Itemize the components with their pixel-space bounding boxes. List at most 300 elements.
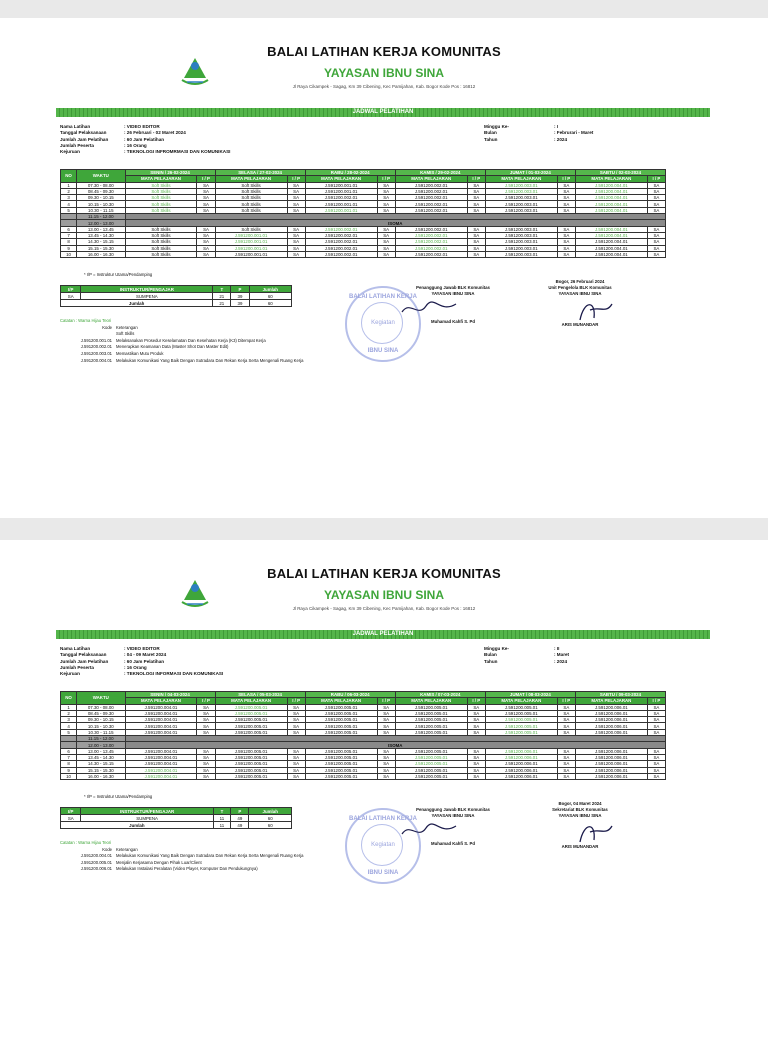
table-row: 2 08.45 - 09.30 J.591200.004.01 SA J.591200.005.01 SA J.591200.005.01 SA J.591200.005.01 SA J.591200.005.01 SA J.591200.006.01 SA [61, 710, 666, 716]
info-row: Kejuruan : TEKNOLOGI INFROMRMASI DAN KOMUNIKASI [60, 149, 231, 155]
ip-cell: SA [197, 245, 215, 251]
ip-cell: SA [647, 251, 665, 257]
subject-cell: J.591200.001.01 [215, 245, 287, 251]
subject-cell: J.591200.004.01 [575, 251, 647, 257]
table-row: 4 10.15 - 10.30 Soft Skills SA Soft Skills SA J.591200.001.01 SA J.591200.002.01 SA J.591200.003.01 SA J.591200.004.01 SA [61, 201, 666, 207]
subject-cell: Soft Skills [215, 195, 287, 201]
signature-left: Penanggung Jawab BLK Komunitas YAYASAN IBNU SINA Muhamad Kahfi S. Pd [416, 285, 490, 324]
subject-cell: J.591200.005.01 [395, 704, 467, 710]
subject-col-header: MATA PELAJARAN [215, 698, 287, 704]
address: Jl Raya Cikampek - Sagag, Km 39 Cibening, Kec Pamijahan, Kab. Bogor Kode Pos : 16812 [292, 606, 476, 611]
ip-cell: SA [197, 773, 215, 779]
info-row: Jumlah Jam Pelatihan : 60 Jam Pelatihan [60, 658, 165, 664]
subject-col-header: MATA PELAJARAN [575, 176, 647, 182]
table-row: 9 15.15 - 15.30 Soft Skills SA J.591200.001.01 SA J.591200.002.01 SA J.591200.002.01 SA J.591200.003.01 SA J.591200.004.01 SA [61, 245, 666, 251]
table-row: 7 13.45 - 14.30 Soft Skills SA J.591200.001.01 SA J.591200.002.01 SA J.591200.002.01 SA J.591200.003.01 SA J.591200.004.01 SA [61, 232, 666, 238]
ip-cell: SA [647, 710, 665, 716]
subject-cell: J.591200.005.01 [395, 723, 467, 729]
table-row: 10 16.00 - 16.30 Soft Skills SA J.591200.001.01 SA J.591200.002.01 SA J.591200.002.01 SA J.591200.003.01 SA J.591200.004.01 SA [61, 251, 666, 257]
ip-col-header: I / P [377, 176, 395, 182]
subject-cell: J.591200.002.01 [395, 232, 467, 238]
ip-cell: SA [197, 182, 215, 188]
subject-cell: J.591200.005.01 [395, 761, 467, 767]
ip-col-header: I / P [197, 176, 215, 182]
subject-cell: J.591200.005.01 [305, 723, 377, 729]
ip-cell: SA [197, 754, 215, 760]
ip-cell: SA [647, 232, 665, 238]
instructor-total-row: Jumlah 21 39 60 [61, 300, 292, 307]
subject-cell: J.591200.006.01 [485, 773, 557, 779]
ip-cell: SA [557, 748, 575, 754]
signature-right: Bogor, 04 Maret 2024 Sekretariat BLK Komunitas YAYASAN IBNU SINA ARIS MUNANDAR [552, 801, 608, 850]
info-row: Jumlah Peserta : 16 Orang [60, 142, 147, 148]
ip-cell: SA [377, 717, 395, 723]
subject-cell: J.591200.001.01 [305, 182, 377, 188]
ip-cell: SA [197, 704, 215, 710]
instructor-total-row: Jumlah 11 49 60 [61, 822, 292, 829]
ip-cell: SA [647, 201, 665, 207]
table-row: 1 07.30 - 08.00 J.591200.004.01 SA J.591200.005.01 SA J.591200.005.01 SA J.591200.005.01 SA J.591200.005.01 SA J.591200.006.01 SA [61, 704, 666, 710]
info-row: Bulan : Maret [484, 652, 570, 658]
subject-col-header: MATA PELAJARAN [125, 176, 197, 182]
ip-cell: SA [377, 182, 395, 188]
subject-cell: Soft Skills [125, 182, 197, 188]
subject-cell: J.591200.004.01 [575, 226, 647, 232]
ip-col-header: I / P [557, 176, 575, 182]
col-no-header: NO [61, 692, 77, 705]
subject-cell: J.591200.006.01 [575, 773, 647, 779]
subject-cell: Soft Skills [215, 182, 287, 188]
ip-cell: SA [377, 239, 395, 245]
instructor-col-header: T [213, 808, 230, 815]
subject-cell: J.591200.005.01 [395, 773, 467, 779]
instructor-col-header: I/P [61, 808, 81, 815]
instructor-table [60, 285, 292, 307]
ip-cell: SA [377, 188, 395, 194]
ip-cell: SA [287, 182, 305, 188]
subject-cell: J.591200.006.01 [485, 767, 557, 773]
ip-cell: SA [647, 723, 665, 729]
subject-cell: J.591200.005.01 [215, 717, 287, 723]
subject-cell: J.591200.002.01 [305, 251, 377, 257]
subject-cell: J.591200.003.01 [485, 201, 557, 207]
subject-cell: Soft Skills [215, 226, 287, 232]
subject-cell: Soft Skills [215, 188, 287, 194]
address: Jl Raya Cikampek - Sagag, Km 39 Cibening, Kec Pamijahan, Kab. Bogor Kode Pos : 16812 [292, 84, 476, 89]
subject-cell: J.591200.002.01 [395, 226, 467, 232]
subject-cell: J.591200.006.01 [485, 761, 557, 767]
schedule-banner: JADWAL PELATIHAN [56, 630, 710, 639]
ip-cell: SA [287, 717, 305, 723]
ip-cell: SA [377, 207, 395, 213]
ip-cell: SA [557, 188, 575, 194]
subject-cell: Soft Skills [125, 188, 197, 194]
ip-cell: SA [287, 239, 305, 245]
ip-cell: SA [287, 729, 305, 735]
foundation-name: YAYASAN IBNU SINA [323, 66, 445, 80]
handwritten-signature [576, 818, 616, 848]
subject-cell: J.591200.005.01 [395, 717, 467, 723]
ip-cell: SA [647, 767, 665, 773]
legend-row: J.591200.001.01 Melaksanakan Prosedur Keselamatan Dan Kesehatan Kerja (K3) Ditempat Kerja [80, 337, 266, 343]
legend-row: J.591200.003.01 Memastikan Mutu Produk [80, 350, 164, 356]
ip-cell: SA [377, 710, 395, 716]
ip-cell: SA [647, 226, 665, 232]
handwritten-signature [400, 820, 460, 842]
ip-cell: SA [647, 748, 665, 754]
subject-cell: J.591200.005.01 [395, 729, 467, 735]
info-row: Minggu Ke- : I [484, 124, 559, 129]
ip-cell: SA [377, 232, 395, 238]
subject-cell: J.591200.005.01 [215, 761, 287, 767]
col-time-header: WAKTU [77, 692, 125, 705]
ip-cell: SA [287, 251, 305, 257]
subject-cell: J.591200.004.01 [125, 748, 197, 754]
subject-cell: J.591200.005.01 [305, 754, 377, 760]
day-header: JUMAT / 08-03-2024 [485, 692, 575, 698]
ip-cell: SA [287, 761, 305, 767]
info-row: Minggu Ke- : II [484, 646, 560, 651]
subject-cell: J.591200.002.01 [395, 245, 467, 251]
info-row: Tahun : 2024 [484, 658, 568, 664]
table-row: 4 10.15 - 10.30 J.591200.004.01 SA J.591200.005.01 SA J.591200.005.01 SA J.591200.005.01 SA J.591200.005.01 SA J.591200.006.01 SA [61, 723, 666, 729]
ip-cell: SA [377, 704, 395, 710]
ip-col-header: I / P [647, 176, 665, 182]
table-row: 8 14.30 - 15.15 Soft Skills SA J.591200.001.01 SA J.591200.002.01 SA J.591200.002.01 SA J.591200.003.01 SA J.591200.004.01 SA [61, 239, 666, 245]
subject-cell: J.591200.001.01 [215, 251, 287, 257]
ip-cell: SA [287, 754, 305, 760]
training-info [60, 124, 230, 155]
subject-cell: J.591200.006.01 [485, 754, 557, 760]
subject-cell: J.591200.006.01 [575, 729, 647, 735]
ip-cell: SA [197, 188, 215, 194]
ip-cell: SA [647, 245, 665, 251]
ip-cell: SA [467, 748, 485, 754]
ip-cell: SA [377, 761, 395, 767]
subject-cell: J.591200.004.01 [125, 773, 197, 779]
ip-cell: SA [557, 717, 575, 723]
subject-cell: J.591200.003.01 [485, 188, 557, 194]
subject-cell: J.591200.005.01 [305, 748, 377, 754]
subject-cell: J.591200.002.01 [305, 226, 377, 232]
table-row: 10 16.00 - 16.30 J.591200.004.01 SA J.591200.005.01 SA J.591200.005.01 SA J.591200.005.01 SA J.591200.006.01 SA J.591200.006.01 SA [61, 773, 666, 779]
subject-cell: Soft Skills [125, 226, 197, 232]
subject-cell: J.591200.003.01 [485, 226, 557, 232]
ip-cell: SA [647, 773, 665, 779]
ip-cell: SA [647, 704, 665, 710]
info-row: Jumlah Jam Pelatihan : 60 Jam Pelatihan [60, 136, 165, 142]
subject-cell: Soft Skills [215, 201, 287, 207]
ip-cell: SA [197, 195, 215, 201]
subject-cell: J.591200.001.01 [305, 188, 377, 194]
subject-cell: J.591200.005.01 [215, 748, 287, 754]
subject-cell: J.591200.005.01 [305, 729, 377, 735]
stamp-seal: BALAI LATIHAN KERJA Kegiatan IBNU SINA [345, 286, 421, 362]
subject-cell: J.591200.003.01 [485, 232, 557, 238]
ip-cell: SA [197, 729, 215, 735]
ip-cell: SA [287, 767, 305, 773]
ip-cell: SA [377, 754, 395, 760]
day-header: JUMAT / 01-03-2024 [485, 170, 575, 176]
legend-notes: Catatan : Warna Hijau Teori Kode Keterangan J.591200.004.01 Melakukan Komunikasi Yang Baik Dengan Sutradara Dan Rekan Kerja Serta Mengenali Ruang Kerja J.591200.005.01 Menjalin Kerjasama Dengan Pihak Luar/Client J.591200.006.01 Melakukan Instalasi Peralatan (Video Player, Komputer Dan Pendukungnya) [60, 840, 304, 872]
legend-row: J.591200.005.01 Menjalin Kerjasama Dengan Pihak Luar/Client [80, 859, 202, 865]
day-header: RABU / 06-03-2024 [305, 692, 395, 698]
break-row: 11.15 - 12.00 [61, 736, 666, 742]
table-row: 7 13.45 - 14.30 J.591200.004.01 SA J.591200.005.01 SA J.591200.005.01 SA J.591200.005.01 SA J.591200.006.01 SA J.591200.006.01 SA [61, 754, 666, 760]
subject-cell: J.591200.003.01 [485, 195, 557, 201]
ip-col-header: I / P [287, 176, 305, 182]
ip-cell: SA [197, 761, 215, 767]
subject-cell: J.591200.004.01 [125, 723, 197, 729]
subject-col-header: MATA PELAJARAN [395, 698, 467, 704]
ip-cell: SA [467, 182, 485, 188]
table-row: 6 13.00 - 13.45 J.591200.004.01 SA J.591200.005.01 SA J.591200.005.01 SA J.591200.005.01 SA J.591200.006.01 SA J.591200.006.01 SA [61, 748, 666, 754]
subject-cell: J.591200.004.01 [575, 182, 647, 188]
ip-cell: SA [197, 710, 215, 716]
legend-row: J.591200.006.01 Melakukan Instalasi Peralatan (Video Player, Komputer Dan Pendukungnya) [80, 866, 258, 872]
ip-cell: SA [647, 182, 665, 188]
ip-cell: SA [467, 754, 485, 760]
ip-cell: SA [467, 188, 485, 194]
subject-cell: J.591200.004.01 [575, 239, 647, 245]
subject-cell: J.591200.002.01 [395, 182, 467, 188]
day-header: SABTU / 09-03-2024 [575, 692, 665, 698]
subject-cell: Soft Skills [125, 232, 197, 238]
subject-cell: J.591200.005.01 [215, 754, 287, 760]
subject-cell: J.591200.004.01 [125, 761, 197, 767]
subject-cell: J.591200.006.01 [575, 767, 647, 773]
ip-col-header: I / P [557, 698, 575, 704]
subject-cell: J.591200.005.01 [395, 748, 467, 754]
ip-col-header: I / P [197, 698, 215, 704]
ip-cell: SA [647, 729, 665, 735]
ip-cell: SA [557, 767, 575, 773]
period-info [484, 124, 593, 143]
table-row: 5 10.30 - 11.15 Soft Skills SA Soft Skills SA J.591200.001.01 SA J.591200.002.01 SA J.591200.003.01 SA J.591200.004.01 SA [61, 207, 666, 213]
subject-cell: J.591200.006.01 [575, 717, 647, 723]
ip-cell: SA [197, 717, 215, 723]
ip-cell: SA [557, 201, 575, 207]
ip-cell: SA [647, 761, 665, 767]
ip-col-header: I / P [647, 698, 665, 704]
legend-row: Soft Skills [116, 331, 135, 337]
ip-cell: SA [197, 232, 215, 238]
ip-col-header: I / P [377, 698, 395, 704]
subject-cell: J.591200.005.01 [215, 723, 287, 729]
instructor-col-header: INSTRUKTUR/PENGAJAR [81, 286, 213, 293]
ip-cell: SA [467, 245, 485, 251]
instructor-col-header: T [213, 286, 231, 293]
subject-cell: J.591200.002.01 [395, 207, 467, 213]
subject-cell: J.591200.002.01 [395, 251, 467, 257]
day-header: RABU / 28-02-2024 [305, 170, 395, 176]
handwritten-signature [400, 298, 460, 320]
subject-cell: J.591200.006.01 [575, 704, 647, 710]
ip-cell: SA [377, 245, 395, 251]
schedule-page-1 [0, 18, 768, 518]
subject-cell: J.591200.005.01 [395, 767, 467, 773]
day-header: SENIN / 04-03-2024 [125, 692, 215, 698]
ip-cell: SA [647, 239, 665, 245]
ip-cell: SA [287, 245, 305, 251]
ip-cell: SA [287, 710, 305, 716]
ip-cell: SA [467, 239, 485, 245]
subject-cell: J.591200.005.01 [305, 773, 377, 779]
ip-cell: SA [287, 226, 305, 232]
info-row: Nama Latihan : VIDEO EDITOR [60, 124, 160, 129]
ip-cell: SA [467, 723, 485, 729]
day-header: SABTU / 02-03-2024 [575, 170, 665, 176]
table-row: 9 15.15 - 15.30 J.591200.004.01 SA J.591200.005.01 SA J.591200.005.01 SA J.591200.005.01 SA J.591200.006.01 SA J.591200.006.01 SA [61, 767, 666, 773]
subject-cell: J.591200.002.01 [305, 195, 377, 201]
subject-cell: J.591200.004.01 [125, 729, 197, 735]
ip-cell: SA [377, 195, 395, 201]
ip-cell: SA [647, 188, 665, 194]
schedule-banner: JADWAL PELATIHAN [56, 108, 710, 117]
legend-row: J.591200.002.01 Menerapkan Keamanan Data (Master Shot Dan Master Edit) [80, 344, 229, 350]
subject-cell: J.591200.003.01 [485, 239, 557, 245]
ip-cell: SA [377, 723, 395, 729]
instructor-col-header: INSTRUKTUR/PENGAJAR [81, 808, 213, 815]
ip-cell: SA [557, 704, 575, 710]
ip-cell: SA [197, 251, 215, 257]
subject-col-header: MATA PELAJARAN [215, 176, 287, 182]
instructor-table [60, 807, 292, 829]
ip-cell: SA [287, 232, 305, 238]
subject-cell: J.591200.006.01 [575, 761, 647, 767]
ip-cell: SA [377, 767, 395, 773]
ip-cell: SA [557, 761, 575, 767]
subject-cell: J.591200.005.01 [485, 729, 557, 735]
subject-cell: J.591200.003.01 [485, 207, 557, 213]
handwritten-signature [576, 296, 616, 326]
subject-cell: J.591200.006.01 [575, 710, 647, 716]
subject-cell: J.591200.004.01 [575, 207, 647, 213]
ip-cell: SA [467, 773, 485, 779]
table-row: 6 13.00 - 13.45 Soft Skills SA Soft Skills SA J.591200.002.01 SA J.591200.002.01 SA J.591200.003.01 SA J.591200.004.01 SA [61, 226, 666, 232]
subject-cell: J.591200.005.01 [395, 754, 467, 760]
ip-cell: SA [287, 773, 305, 779]
ip-col-header: I / P [467, 698, 485, 704]
signature-right: Bogor, 26 Februari 2024 Unit Pengelola BLK Komunitas YAYASAN IBNU SINA ARIS MUNANDAR [548, 279, 612, 328]
ip-cell: SA [557, 754, 575, 760]
ip-cell: SA [647, 754, 665, 760]
break-row: 12.00 - 13.00 ISOMA [61, 742, 666, 748]
ip-cell: SA [557, 710, 575, 716]
instructor-col-header: I/P [61, 286, 81, 293]
schedule-page-2 [0, 540, 768, 1040]
ip-cell: SA [647, 717, 665, 723]
foundation-name: YAYASAN IBNU SINA [323, 588, 445, 602]
ip-cell: SA [467, 767, 485, 773]
subject-cell: J.591200.004.01 [125, 704, 197, 710]
ip-cell: SA [197, 767, 215, 773]
day-header: SENIN / 26-02-2024 [125, 170, 215, 176]
table-row: 1 07.30 - 08.00 Soft Skills SA Soft Skills SA J.591200.001.01 SA J.591200.002.01 SA J.591200.003.01 SA J.591200.004.01 SA [61, 182, 666, 188]
subject-col-header: MATA PELAJARAN [485, 698, 557, 704]
info-row: Nama Latihan : VIDEO EDITOR [60, 646, 160, 651]
day-header: KAMIS / 29-02-2024 [395, 170, 485, 176]
ip-cell: SA [287, 748, 305, 754]
subject-cell: J.591200.002.01 [395, 201, 467, 207]
subject-cell: Soft Skills [125, 245, 197, 251]
subject-cell: J.591200.002.01 [305, 232, 377, 238]
subject-cell: J.591200.006.01 [485, 748, 557, 754]
schedule-table [60, 169, 666, 258]
subject-col-header: MATA PELAJARAN [305, 176, 377, 182]
subject-cell: J.591200.003.01 [485, 182, 557, 188]
ip-cell: SA [557, 239, 575, 245]
subject-cell: J.591200.004.01 [575, 232, 647, 238]
ip-cell: SA [287, 207, 305, 213]
training-info [60, 646, 223, 677]
ip-cell: SA [197, 201, 215, 207]
subject-cell: J.591200.002.01 [395, 188, 467, 194]
ip-cell: SA [287, 201, 305, 207]
instructor-row: SA SUMPENA 21 39 60 [61, 293, 292, 300]
subject-cell: J.591200.005.01 [215, 729, 287, 735]
instructor-row: SA SUMPENA 11 49 60 [61, 815, 292, 822]
ip-col-header: I / P [467, 176, 485, 182]
ip-cell: SA [557, 245, 575, 251]
ip-cell: SA [377, 773, 395, 779]
info-row: Tanggal Pelaksanaan : 26 Februari - 02 Maret 2024 [60, 130, 186, 136]
ip-cell: SA [287, 704, 305, 710]
ip-cell: SA [557, 232, 575, 238]
subject-cell: Soft Skills [125, 195, 197, 201]
subject-col-header: MATA PELAJARAN [485, 176, 557, 182]
subject-cell: J.591200.005.01 [215, 773, 287, 779]
subject-cell: Soft Skills [125, 239, 197, 245]
ip-cell: SA [557, 729, 575, 735]
ip-cell: SA [557, 723, 575, 729]
col-time-header: WAKTU [77, 170, 125, 183]
legend-row: J.591200.004.01 Melakukan Komunikasi Yang Baik Dengan Sutradara Dan Rekan Kerja Serta Mengenali Ruang Kerja [80, 357, 304, 363]
subject-cell: J.591200.006.01 [575, 748, 647, 754]
subject-col-header: MATA PELAJARAN [125, 698, 197, 704]
org-name: BALAI LATIHAN KERJA KOMUNITAS [267, 566, 501, 581]
ip-cell: SA [377, 201, 395, 207]
subject-cell: J.591200.004.01 [125, 754, 197, 760]
table-row: 8 14.30 - 15.15 J.591200.004.01 SA J.591200.005.01 SA J.591200.005.01 SA J.591200.005.01 SA J.591200.006.01 SA J.591200.006.01 SA [61, 761, 666, 767]
table-row: 5 10.30 - 11.15 J.591200.004.01 SA J.591200.005.01 SA J.591200.005.01 SA J.591200.005.01 SA J.591200.005.01 SA J.591200.006.01 SA [61, 729, 666, 735]
day-header: KAMIS / 07-03-2024 [395, 692, 485, 698]
subject-cell: J.591200.004.01 [575, 245, 647, 251]
instructor-col-header: Jumlah [249, 286, 291, 293]
period-info [484, 646, 569, 665]
subject-col-header: MATA PELAJARAN [395, 176, 467, 182]
subject-cell: J.591200.004.01 [125, 767, 197, 773]
table-row: 3 09.30 - 10.15 Soft Skills SA Soft Skills SA J.591200.002.01 SA J.591200.002.01 SA J.591200.003.01 SA J.591200.004.01 SA [61, 195, 666, 201]
subject-cell: J.591200.005.01 [215, 704, 287, 710]
ip-cell: SA [467, 251, 485, 257]
subject-cell: J.591200.005.01 [215, 710, 287, 716]
subject-cell: J.591200.005.01 [485, 704, 557, 710]
subject-cell: J.591200.005.01 [485, 723, 557, 729]
ip-cell: SA [377, 748, 395, 754]
ip-cell: SA [197, 207, 215, 213]
info-row: Jumlah Peserta : 16 Orang [60, 664, 147, 670]
subject-cell: J.591200.005.01 [305, 761, 377, 767]
ip-cell: SA [197, 748, 215, 754]
ip-cell: SA [467, 195, 485, 201]
subject-cell: J.591200.005.01 [485, 710, 557, 716]
ip-cell: SA [287, 195, 305, 201]
subject-cell: J.591200.002.01 [305, 239, 377, 245]
stamp-seal: BALAI LATIHAN KERJA Kegiatan IBNU SINA [345, 808, 421, 884]
break-row: 11.15 - 12.00 [61, 214, 666, 220]
subject-cell: J.591200.005.01 [305, 704, 377, 710]
